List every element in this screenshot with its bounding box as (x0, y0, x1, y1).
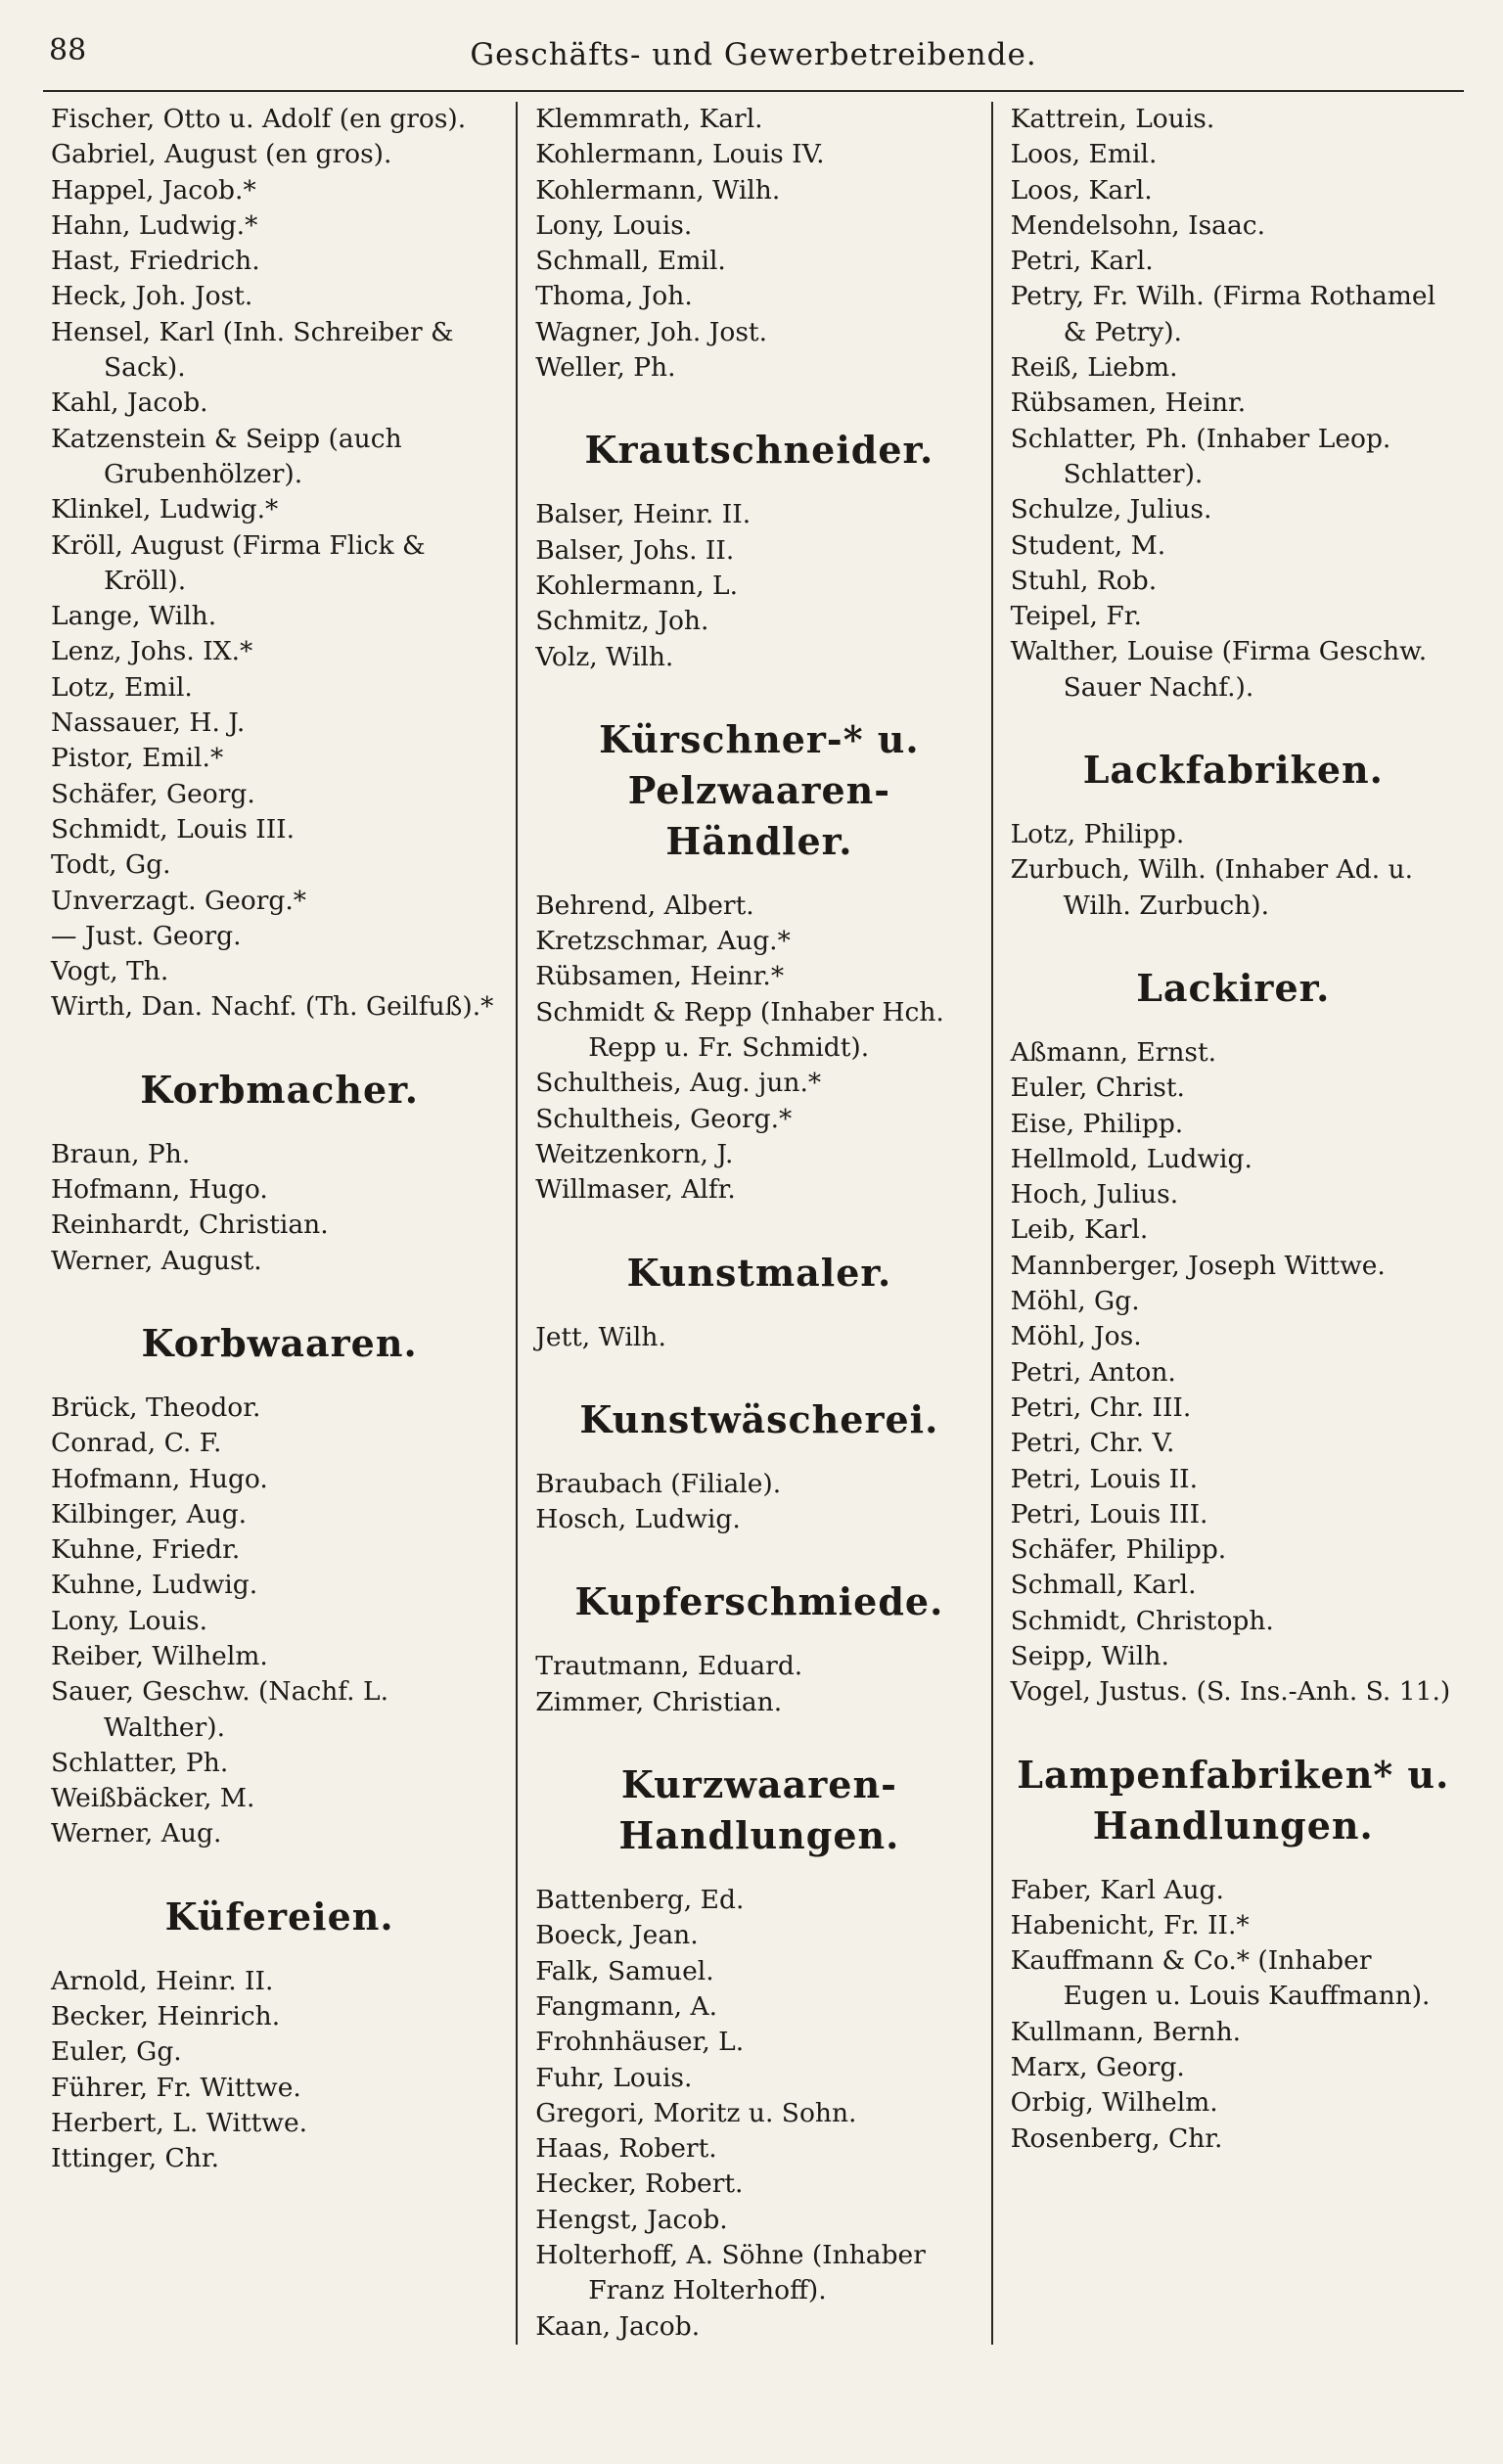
section-heading: Lampenfabriken* u. Handlungen. (1017, 1752, 1450, 1848)
directory-entry: Hecker, Robert. (535, 2168, 744, 2200)
directory-entry: Heck, Joh. Jost. (51, 281, 253, 312)
directory-entry: Kilbinger, Aug. (51, 1498, 248, 1529)
directory-entry: Vogt, Th. (51, 956, 169, 987)
page-header (43, 33, 1464, 92)
directory-entry: Holterhoff, A. Söhne (Inhaber Franz Holterhoff). (535, 2239, 926, 2306)
directory-entry: Gabriel, August (en gros). (51, 139, 392, 170)
directory-entry: Petri, Louis II. (1010, 1463, 1199, 1494)
directory-entry: Schultheis, Aug. jun.* (535, 1068, 822, 1099)
directory-entry: Eise, Philipp. (1010, 1108, 1184, 1139)
directory-entry: Conrad, C. F. (51, 1428, 222, 1459)
directory-entry: Zimmer, Christian. (535, 1686, 783, 1717)
directory-entry: Gregori, Moritz u. Sohn. (535, 2097, 857, 2128)
directory-entry: Hoch, Julius. (1010, 1179, 1179, 1210)
directory-entry: Katzenstein & Seipp (auch Grubenhölzer). (51, 423, 402, 489)
directory-entry: Faber, Karl Aug. (1010, 1874, 1224, 1905)
directory-entry: Kohlermann, L. (535, 570, 739, 601)
directory-entry: Falk, Samuel. (535, 1955, 714, 1986)
section-heading: Lackirer. (1136, 965, 1331, 1010)
directory-entry: Werner, August. (51, 1245, 262, 1276)
directory-entry: Schäfer, Georg. (51, 778, 255, 809)
directory-entry: Schmall, Karl. (1010, 1570, 1197, 1601)
column-1 (43, 102, 516, 2345)
directory-entry: Trautmann, Eduard. (535, 1651, 803, 1682)
directory-entry: Reiß, Liebm. (1010, 352, 1178, 384)
directory-entry: Möhl, Gg. (1010, 1286, 1140, 1317)
directory-entry: Walther, Louise (Firma Geschw. Sauer Nachf.). (1010, 636, 1428, 703)
directory-entry: Boeck, Jean. (535, 1920, 699, 1951)
directory-entry: Kohlermann, Wilh. (535, 174, 781, 205)
directory-entry: Weißbäcker, M. (51, 1783, 255, 1814)
directory-entry: Petri, Louis III. (1010, 1498, 1208, 1529)
directory-entry: Rübsamen, Heinr.* (535, 961, 785, 992)
directory-entry: Willmaser, Alfr. (535, 1174, 736, 1206)
directory-entry: Behrend, Albert. (535, 890, 754, 921)
section-heading: Kürschner-* u. Pelzwaaren-Händler. (599, 716, 920, 863)
section-heading: Küfereien. (164, 1894, 394, 1939)
directory-entry: Kuhne, Ludwig. (51, 1570, 258, 1601)
directory-entry: Volz, Wilh. (535, 641, 674, 672)
directory-entry: Lotz, Philipp. (1010, 819, 1185, 850)
directory-entry: Happel, Jacob.* (51, 174, 256, 205)
section-heading: Korbmacher. (140, 1067, 419, 1112)
directory-entry: Petri, Anton. (1010, 1356, 1176, 1388)
directory-entry: Habenicht, Fr. II.* (1010, 1909, 1250, 1940)
section-heading: Korbwaaren. (141, 1320, 418, 1365)
directory-entry: Herbert, L. Wittwe. (51, 2107, 308, 2138)
directory-entry: Petri, Chr. III. (1010, 1392, 1192, 1423)
directory-entry: Reinhardt, Christian. (51, 1209, 329, 1241)
directory-entry: Kullmann, Bernh. (1010, 2016, 1242, 2047)
directory-entry: Becker, Heinrich. (51, 2001, 281, 2032)
directory-entry: Schlatter, Ph. (51, 1747, 229, 1778)
column-3 (991, 102, 1464, 2345)
directory-entry: Klemmrath, Karl. (535, 104, 763, 134)
directory-entry: Mendelsohn, Isaac. (1010, 209, 1266, 241)
directory-entry: Haas, Robert. (535, 2133, 717, 2165)
directory-entry: Schmall, Emil. (535, 246, 726, 277)
directory-entry: Petry, Fr. Wilh. (Firma Rothamel & Petry). (1010, 281, 1436, 347)
directory-entry: Nassauer, H. J. (51, 707, 246, 739)
directory-entry: Kretzschmar, Aug.* (535, 926, 791, 957)
directory-entry: Balser, Johs. II. (535, 534, 735, 566)
directory-entry: Kröll, August (Firma Flick & Kröll). (51, 529, 426, 596)
directory-entry: Hengst, Jacob. (535, 2204, 728, 2235)
columns (43, 102, 1464, 2345)
directory-entry: Werner, Aug. (51, 1818, 222, 1849)
directory-entry: Pistor, Emil.* (51, 743, 224, 774)
directory-entry: Schmidt & Repp (Inhaber Hch. Repp u. Fr. Schmidt). (535, 996, 944, 1064)
directory-entry: — Just. Georg. (51, 920, 242, 951)
directory-entry: Kauffmann & Co.* (Inhaber Eugen u. Louis Kauffmann). (1010, 1945, 1431, 2012)
directory-entry: Hahn, Ludwig.* (51, 209, 258, 241)
directory-entry: Hosch, Ludwig. (535, 1504, 741, 1535)
directory-entry: Schulze, Julius. (1010, 494, 1212, 525)
directory-entry: Schäfer, Philipp. (1010, 1534, 1227, 1566)
directory-entry: Braun, Ph. (51, 1138, 191, 1169)
directory-entry: Schlatter, Ph. (Inhaber Leop. Schlatter). (1010, 423, 1391, 489)
directory-entry: Lange, Wilh. (51, 601, 217, 632)
directory-entry: Arnold, Heinr. II. (51, 1965, 274, 1996)
directory-entry: Schultheis, Georg.* (535, 1103, 793, 1134)
directory-entry: Unverzagt. Georg.* (51, 885, 307, 916)
directory-entry: Sauer, Geschw. (Nachf. L. Walther). (51, 1676, 389, 1743)
directory-entry: Schmitz, Joh. (535, 606, 709, 637)
directory-entry: Reiber, Wilhelm. (51, 1640, 268, 1671)
directory-entry: Möhl, Jos. (1010, 1321, 1142, 1352)
directory-entry: Mannberger, Joseph Wittwe. (1010, 1250, 1386, 1281)
directory-entry: Schmidt, Louis III. (51, 813, 296, 844)
directory-entry: Teipel, Fr. (1010, 601, 1142, 632)
directory-entry: Rosenberg, Chr. (1010, 2122, 1223, 2154)
directory-entry: Ittinger, Chr. (51, 2143, 220, 2174)
page-number: 88 (49, 33, 87, 68)
directory-entry: Battenberg, Ed. (535, 1885, 745, 1916)
directory-entry: Weitzenkorn, J. (535, 1138, 734, 1169)
directory-entry: Kohlermann, Louis IV. (535, 139, 825, 170)
directory-entry: Hofmann, Hugo. (51, 1174, 268, 1206)
directory-entry: Klinkel, Ludwig.* (51, 494, 279, 525)
directory-entry: Balser, Heinr. II. (535, 499, 752, 530)
directory-entry: Hofmann, Hugo. (51, 1463, 268, 1494)
directory-entry: Fischer, Otto u. Adolf (en gros). (51, 104, 467, 134)
directory-entry: Marx, Georg. (1010, 2052, 1185, 2083)
directory-entry: Brück, Theodor. (51, 1392, 261, 1423)
directory-entry: Thoma, Joh. (535, 281, 693, 312)
directory-entry: Wirth, Dan. Nachf. (Th. Geilfuß).* (51, 991, 494, 1023)
directory-entry: Student, M. (1010, 529, 1166, 561)
directory-entry: Zurbuch, Wilh. (Inhaber Ad. u. Wilh. Zurbuch). (1010, 854, 1414, 921)
section-heading: Lackfabriken. (1082, 748, 1384, 793)
directory-entry: Lenz, Johs. IX.* (51, 636, 253, 667)
section-heading: Kunstmaler. (626, 1250, 892, 1295)
directory-entry: Kaan, Jacob. (535, 2310, 701, 2342)
directory-entry: Fangmann, A. (535, 1990, 718, 2022)
section-heading: Kurzwaaren-Handlungen. (618, 1762, 900, 1858)
directory-entry: Vogel, Justus. (S. Ins.-Anh. S. 11.) (1010, 1676, 1451, 1708)
directory-entry: Todt, Gg. (51, 849, 171, 881)
directory-entry: Petri, Chr. V. (1010, 1428, 1175, 1459)
section-heading: Krautschneider. (584, 428, 934, 473)
directory-entry: Euler, Christ. (1010, 1072, 1185, 1104)
directory-entry: Kuhne, Friedr. (51, 1534, 241, 1566)
directory-entry: Weller, Ph. (535, 352, 676, 384)
directory-entry: Leib, Karl. (1010, 1214, 1149, 1246)
running-title: Geschäfts- und Gewerbetreibende. (470, 37, 1037, 72)
directory-entry: Seipp, Wilh. (1010, 1640, 1169, 1671)
directory-entry: Lotz, Emil. (51, 671, 193, 703)
directory-entry: Wagner, Joh. Jost. (535, 316, 767, 347)
directory-entry: Jett, Wilh. (535, 1321, 666, 1352)
directory-entry: Kattrein, Louis. (1010, 104, 1215, 134)
directory-entry: Lony, Louis. (535, 209, 693, 241)
directory-entry: Hellmold, Ludwig. (1010, 1143, 1252, 1174)
directory-entry: Braubach (Filiale). (535, 1468, 782, 1499)
directory-entry: Euler, Gg. (51, 2036, 182, 2068)
section-heading: Kupferschmiede. (574, 1579, 944, 1624)
directory-entry: Loos, Emil. (1010, 139, 1158, 170)
directory-entry: Hast, Friedrich. (51, 246, 260, 277)
directory-entry: Frohnhäuser, L. (535, 2027, 745, 2058)
directory-entry: Fuhr, Louis. (535, 2062, 693, 2093)
directory-entry: Aßmann, Ernst. (1010, 1036, 1217, 1068)
directory-entry: Petri, Karl. (1010, 246, 1154, 277)
directory-entry: Loos, Karl. (1010, 174, 1153, 205)
section-heading: Kunstwäscherei. (579, 1396, 939, 1441)
directory-entry: Orbig, Wilhelm. (1010, 2087, 1218, 2119)
directory-entry: Führer, Fr. Wittwe. (51, 2072, 301, 2103)
directory-entry: Rübsamen, Heinr. (1010, 388, 1247, 419)
column-2 (516, 102, 990, 2345)
directory-entry: Lony, Louis. (51, 1605, 208, 1636)
directory-entry: Stuhl, Rob. (1010, 565, 1158, 596)
directory-entry: Schmidt, Christoph. (1010, 1605, 1274, 1636)
directory-entry: Hensel, Karl (Inh. Schreiber & Sack). (51, 316, 454, 384)
directory-entry: Kahl, Jacob. (51, 388, 208, 419)
